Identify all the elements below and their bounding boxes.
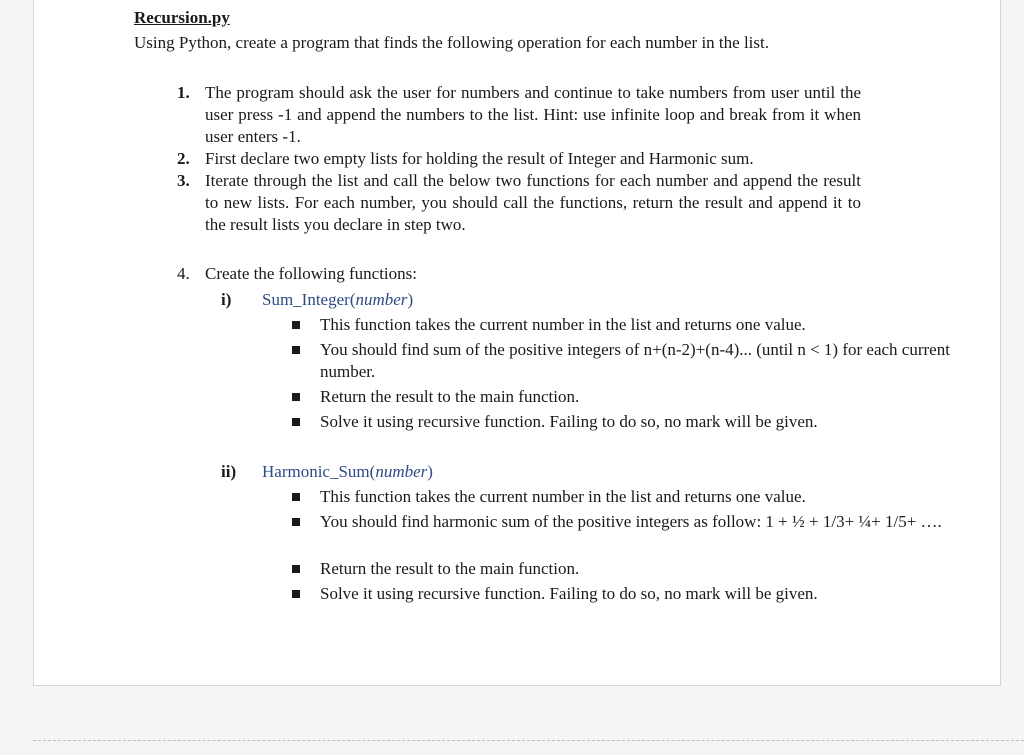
- function-heading: [262, 289, 413, 311]
- bullet-icon: [292, 518, 300, 526]
- function-name: Sum_Integer(: [262, 290, 356, 309]
- bullet-text: You should find sum of the positive integers of n+(n-2)+(n-4)... (until n < 1) for each current number.: [320, 340, 950, 381]
- step-number: 3.: [177, 171, 190, 190]
- bullet-icon: [292, 590, 300, 598]
- step-text: Create the following functions:: [205, 264, 417, 283]
- function-number: i): [221, 290, 232, 309]
- page-separator: [33, 740, 1024, 741]
- bullet-icon: [292, 418, 300, 426]
- function-arg: number: [375, 462, 428, 481]
- bullet-text: Return the result to the main function.: [320, 559, 580, 578]
- step-text: Iterate through the list and call the below two functions for each number and append the result to new lists. For each number, you should call the functions, return the result and append it to the result lists you declare in step two.: [205, 171, 861, 234]
- function-name: Harmonic_Sum(: [262, 462, 376, 481]
- bullet-icon: [292, 321, 300, 329]
- bullet-text: You should find harmonic sum of the positive integers as follow: 1 + ½ + 1/3+ ¼+ 1/5+ ….: [320, 512, 942, 531]
- function-arg: number: [355, 290, 408, 309]
- bullet-text: Solve it using recursive function. Failing to do so, no mark will be given.: [320, 584, 818, 603]
- function-close: ): [407, 290, 414, 309]
- document-page: [33, 0, 1001, 686]
- bullet-text: This function takes the current number in the list and returns one value.: [320, 315, 806, 334]
- bullet-icon: [292, 565, 300, 573]
- step-number: 1.: [177, 83, 190, 102]
- function-close: ): [427, 462, 433, 481]
- bullet-text: Return the result to the main function.: [320, 387, 580, 406]
- doc-title: Recursion.py: [134, 8, 230, 27]
- bullet-icon: [292, 346, 300, 354]
- function-heading: [262, 461, 433, 483]
- bullet-text: This function takes the current number in the list and returns one value.: [320, 487, 806, 506]
- bullet-icon: [292, 493, 300, 501]
- step-text: The program should ask the user for numbers and continue to take numbers from user until the user press -1 and append the numbers to the list. Hint: use infinite loop and break from it when user enters -1.: [205, 83, 861, 146]
- step-number: 2.: [177, 149, 190, 168]
- doc-intro: Using Python, create a program that finds the following operation for each number in the list.: [134, 33, 769, 52]
- step-text: First declare two empty lists for holding the result of Integer and Harmonic sum.: [205, 149, 754, 168]
- step-number: 4.: [177, 264, 190, 283]
- function-number: ii): [221, 462, 237, 481]
- bullet-text: Solve it using recursive function. Failing to do so, no mark will be given.: [320, 412, 818, 431]
- bullet-icon: [292, 393, 300, 401]
